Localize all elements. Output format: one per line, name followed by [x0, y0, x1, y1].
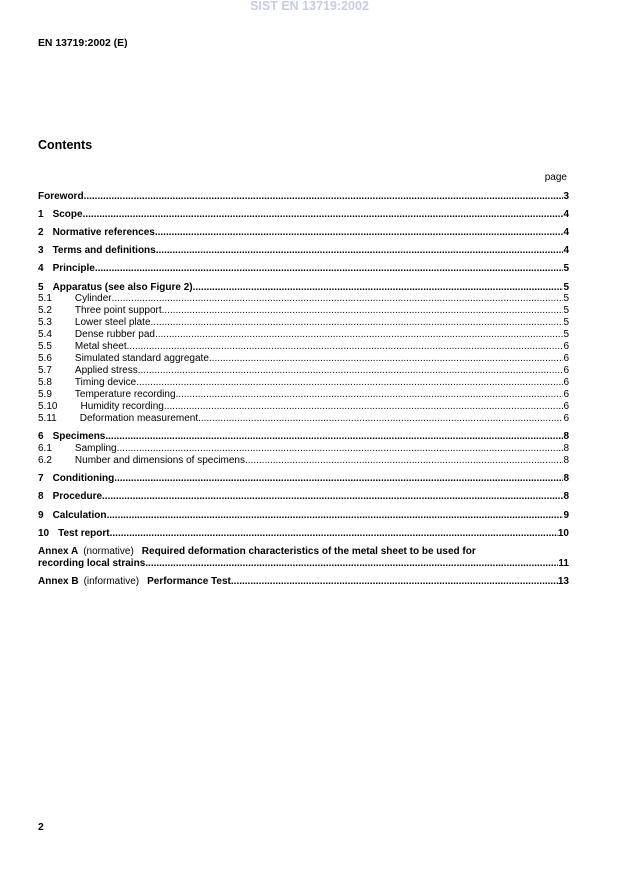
toc-entry-number: 5.10	[38, 401, 58, 412]
toc-entry-title: Calculation	[52, 510, 107, 521]
toc-entry-test-report[interactable]	[38, 528, 569, 540]
toc-entry-annex-a[interactable]	[38, 546, 569, 558]
page-column-label: page	[544, 172, 567, 183]
annex-type: (normative)	[83, 546, 134, 557]
toc-entry-annex-b[interactable]	[38, 576, 569, 588]
toc-entry-number: 1	[38, 209, 44, 220]
toc-entry-title: Timing device	[74, 377, 137, 388]
dot-leader	[162, 305, 564, 317]
toc-entry-page: 3	[563, 191, 569, 202]
toc-entry-number: 5.1	[38, 293, 52, 304]
toc-entry-page: 6	[563, 353, 569, 364]
toc-entry-page: 4	[563, 227, 569, 238]
toc-entry-title: Test report	[58, 528, 110, 539]
toc-subentry-simulated-standard-aggregate[interactable]	[38, 353, 569, 365]
toc-entry-number: 6	[38, 431, 44, 442]
dot-leader	[127, 341, 564, 353]
dot-leader	[198, 413, 563, 425]
dot-leader	[155, 227, 564, 239]
dot-leader	[105, 431, 563, 443]
dot-leader	[95, 263, 564, 275]
toc-entry-title: Temperature recording	[74, 389, 176, 400]
toc-entry-page: 5	[563, 282, 569, 293]
dot-leader	[110, 528, 558, 540]
dot-leader	[102, 491, 563, 503]
toc-entry-procedure[interactable]	[38, 491, 569, 503]
toc-entry-page: 8	[563, 491, 569, 502]
toc-subentry-temperature-recording[interactable]	[38, 389, 569, 401]
toc-entry-page: 6	[563, 365, 569, 376]
toc-entry-page: 5	[563, 329, 569, 340]
toc-entry-page: 6	[563, 389, 569, 400]
toc-entry-title: Scope	[52, 209, 83, 220]
dot-leader	[83, 209, 564, 221]
toc-entry-page: 5	[563, 293, 569, 304]
document-identifier: EN 13719:2002 (E)	[38, 38, 128, 49]
toc-entry-principle[interactable]	[38, 263, 569, 275]
toc-entry-scope[interactable]	[38, 209, 569, 221]
toc-entry-page: 6	[563, 401, 569, 412]
dot-leader	[151, 317, 564, 329]
toc-entry-title: Lower steel plate	[74, 317, 151, 328]
toc-entry-page: 4	[563, 245, 569, 256]
toc-entry-number: 6.1	[38, 443, 52, 454]
toc-entry-title: Applied stress	[74, 365, 138, 376]
toc-entry-number: 8	[38, 491, 44, 502]
toc-subentry-deformation-measurement[interactable]	[38, 413, 569, 425]
toc-entry-title: Conditioning	[52, 473, 115, 484]
toc-entry-title: Specimens	[52, 431, 106, 442]
toc-entry-number: 5.2	[38, 305, 52, 316]
toc-entry-annex-a-continued[interactable]	[38, 558, 569, 570]
toc-entry-normative-references[interactable]	[38, 227, 569, 239]
toc-entry-page: 6	[563, 377, 569, 388]
page-title: Contents	[38, 138, 93, 152]
toc-entry-page: 8	[563, 473, 569, 484]
toc-subentry-number-and-dimensions[interactable]	[38, 455, 569, 467]
toc-entry-calculation[interactable]	[38, 510, 569, 522]
toc-subentry-cylinder[interactable]	[38, 293, 569, 305]
toc-entry-page: 6	[563, 413, 569, 424]
toc-entry-title: Sampling	[74, 443, 117, 454]
toc-entry-number: 2	[38, 227, 44, 238]
toc-entry-number: 5.8	[38, 377, 52, 388]
toc-entry-number: 5	[38, 282, 44, 293]
dot-leader	[209, 353, 564, 365]
toc-entry-number: 5.6	[38, 353, 52, 364]
toc-entry-conditioning[interactable]	[38, 473, 569, 485]
dot-leader	[117, 443, 564, 455]
toc-entry-title: Simulated standard aggregate	[74, 353, 209, 364]
toc-entry-title: Cylinder	[74, 293, 112, 304]
toc-entry-number: 6.2	[38, 455, 52, 466]
toc-subentry-humidity-recording[interactable]	[38, 401, 569, 413]
toc-entry-page: 13	[557, 576, 569, 587]
toc-entry-number: 3	[38, 245, 44, 256]
toc-entry-number: 5.11	[38, 413, 57, 424]
dot-leader	[84, 191, 564, 203]
toc-entry-number: 5.9	[38, 389, 52, 400]
toc-entry-page: 5	[563, 263, 569, 274]
annex-title-continued: recording local strains	[38, 558, 146, 569]
toc-entry-number: 4	[38, 263, 44, 274]
dot-leader	[145, 558, 558, 570]
toc-entry-foreword[interactable]	[38, 191, 569, 203]
toc-entry-number: 5.4	[38, 329, 52, 340]
toc-entry-page: 9	[563, 510, 569, 521]
annex-title: Performance Test	[147, 576, 231, 587]
toc-subentry-applied-stress[interactable]	[38, 365, 569, 377]
toc-subentry-dense-rubber-pad[interactable]	[38, 329, 569, 341]
toc-subentry-sampling[interactable]	[38, 443, 569, 455]
toc-entry-number: 5.3	[38, 317, 52, 328]
annex-label: Annex B	[38, 576, 79, 587]
toc-subentry-three-point-support[interactable]	[38, 305, 569, 317]
annex-title: Required deformation characteristics of the metal sheet to be used for	[141, 546, 476, 557]
toc-entry-title: Procedure	[52, 491, 103, 502]
toc-entry-page: 5	[563, 305, 569, 316]
toc-subentry-metal-sheet[interactable]	[38, 341, 569, 353]
dot-leader	[114, 473, 563, 485]
toc-entry-page: 5	[563, 317, 569, 328]
toc-entry-title: Principle	[52, 263, 95, 274]
toc-entry-page: 8	[563, 443, 569, 454]
toc-entry-number: 7	[38, 473, 44, 484]
dot-leader	[155, 329, 563, 341]
toc-entry-page: 8	[563, 431, 569, 442]
toc-entry-title: Terms and definitions	[52, 245, 156, 256]
dot-leader	[136, 377, 563, 389]
dot-leader	[156, 245, 564, 257]
toc-entry-title: Normative references	[52, 227, 155, 238]
dot-leader	[164, 401, 564, 413]
toc-entry-page: 4	[563, 209, 569, 220]
toc-entry-number: 10	[38, 528, 50, 539]
toc-entry-title: Three point support	[74, 305, 162, 316]
toc-entry-title: Metal sheet	[74, 341, 127, 352]
toc-entry-page: 8	[563, 455, 569, 466]
toc-entry-title: Dense rubber pad	[74, 329, 155, 340]
dot-leader	[138, 365, 564, 377]
watermark: SIST EN 13719:2002	[250, 0, 369, 13]
dot-leader	[231, 576, 558, 588]
toc-entry-number: 5.5	[38, 341, 52, 352]
toc-subentry-lower-steel-plate[interactable]	[38, 317, 569, 329]
annex-label: Annex A	[38, 546, 79, 557]
dot-leader	[112, 293, 564, 305]
toc-entry-page: 11	[558, 558, 569, 569]
toc-entry-page: 10	[557, 528, 569, 539]
toc-entry-specimens[interactable]	[38, 431, 569, 443]
annex-type: (informative)	[83, 576, 140, 587]
toc-entry-title: Number and dimensions of specimens	[74, 455, 245, 466]
dot-leader	[106, 510, 563, 522]
toc-entry-title: Deformation measurement	[79, 413, 199, 424]
toc-entry-page: 6	[563, 341, 569, 352]
toc-subentry-timing-device[interactable]	[38, 377, 569, 389]
dot-leader	[245, 455, 563, 467]
toc-entry-number: 9	[38, 510, 44, 521]
toc-entry-terms-and-definitions[interactable]	[38, 245, 569, 257]
page-number: 2	[38, 822, 44, 833]
dot-leader	[176, 389, 564, 401]
toc-entry-title: Foreword	[38, 191, 84, 202]
toc-entry-title: Apparatus (see also Figure 2)	[52, 282, 193, 293]
toc-entry-number: 5.7	[38, 365, 52, 376]
toc-entry-title: Humidity recording	[80, 401, 164, 412]
